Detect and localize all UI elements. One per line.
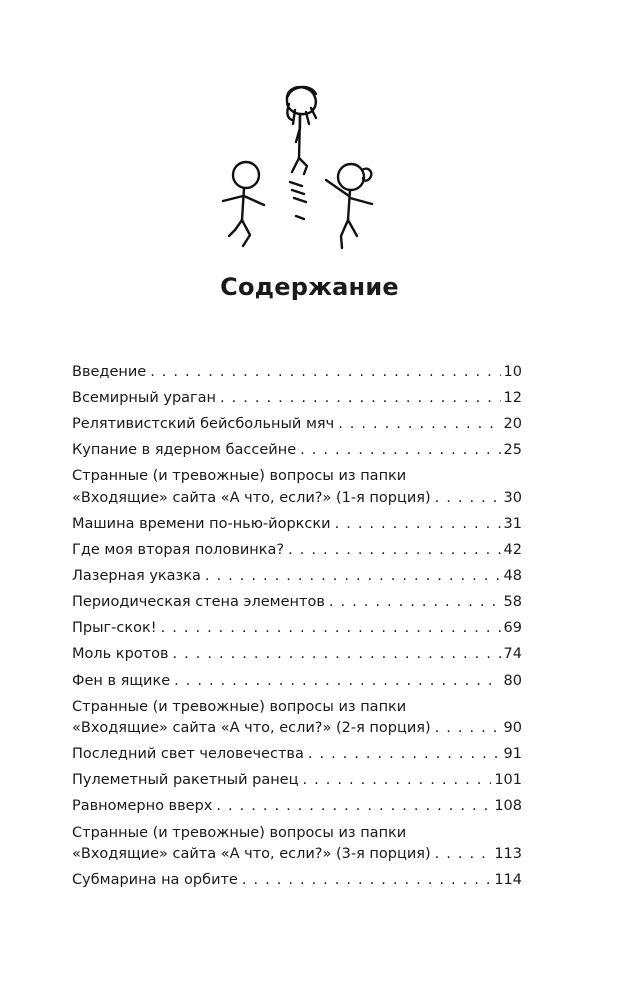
toc-entry[interactable] [72, 770, 522, 792]
toc-entry[interactable] [72, 540, 522, 562]
stick-figures-illustration [200, 80, 400, 270]
toc-title: Субмарина на орбите [72, 872, 238, 889]
toc-page-number: 20 [503, 416, 522, 433]
toc-title: Пулеметный ракетный ранец [72, 772, 299, 789]
toc-title: Лазерная указка [72, 568, 201, 585]
toc-page-number: 69 [503, 620, 522, 637]
toc-leader-dots [161, 618, 501, 640]
toc-leader-dots [300, 440, 500, 462]
toc-entry[interactable] [72, 823, 522, 866]
toc-title: Купание в ядерном бассейне [72, 442, 297, 459]
toc-leader-dots [308, 744, 501, 766]
left-stick-figure-icon [223, 162, 264, 246]
toc-entry[interactable] [72, 514, 522, 536]
toc-title: «Входящие» сайта «А что, если?» (1-я порция) [72, 489, 431, 506]
toc-title: Где моя вторая половинка? [72, 542, 285, 559]
toc-leader-dots [205, 566, 501, 588]
jumping-stick-figure-icon [287, 87, 316, 219]
toc-title-first-line: Странные (и тревожные) вопросы из папки [72, 698, 407, 715]
toc-entry[interactable] [72, 618, 522, 640]
toc-page-number: 90 [503, 720, 522, 737]
toc-entry[interactable] [72, 388, 522, 410]
toc-title: Релятивистский бейсбольный мяч [72, 416, 335, 433]
page-title: Содержание [220, 273, 399, 301]
toc-entry[interactable] [72, 466, 522, 509]
toc-entry[interactable] [72, 870, 522, 892]
toc-leader-dots [173, 644, 501, 666]
toc-page-number: 58 [503, 594, 522, 611]
toc-title: Фен в ящике [72, 672, 171, 689]
toc-page-number: 91 [503, 746, 522, 763]
toc-title: «Входящие» сайта «А что, если?» (3-я порция) [72, 846, 431, 862]
toc-leader-dots [302, 770, 491, 792]
right-stick-figure-icon [326, 164, 372, 248]
toc-page-number: 48 [503, 568, 522, 585]
toc-page-number: 30 [503, 489, 522, 506]
toc-title: Последний свет человечества [72, 746, 304, 763]
toc-page-number: 113 [494, 846, 522, 862]
toc-page-number: 80 [503, 672, 522, 689]
toc-title: Машина времени по-нью-йоркски [72, 515, 331, 532]
toc-leader-dots [338, 414, 500, 436]
toc-entry[interactable] [72, 744, 522, 766]
toc-entry[interactable] [72, 566, 522, 588]
toc-title: Прыг-скок! [72, 620, 157, 637]
toc-leader-dots [435, 488, 501, 510]
toc-entry[interactable] [72, 697, 522, 740]
toc-page-number: 108 [494, 798, 522, 815]
toc-page-number: 114 [494, 872, 522, 889]
toc-entry[interactable] [72, 592, 522, 614]
table-of-contents [72, 362, 522, 896]
toc-leader-dots [435, 718, 501, 740]
toc-title: «Входящие» сайта «А что, если?» (2-я порция) [72, 720, 431, 737]
toc-title: Всемирный ураган [72, 390, 217, 407]
toc-leader-dots [216, 796, 491, 818]
toc-title-first-line: Странные (и тревожные) вопросы из папки [72, 824, 407, 841]
toc-entry[interactable] [72, 414, 522, 436]
toc-entry[interactable] [72, 440, 522, 462]
toc-entry[interactable] [72, 362, 522, 384]
toc-entry[interactable] [72, 671, 522, 693]
toc-title: Равномерно вверх [72, 798, 213, 815]
toc-title: Моль кротов [72, 646, 169, 663]
toc-page-number: 12 [503, 390, 522, 407]
toc-leader-dots [335, 514, 501, 536]
toc-entry[interactable] [72, 796, 522, 818]
toc-leader-dots [220, 388, 501, 410]
toc-title-first-line: Странные (и тревожные) вопросы из папки [72, 468, 407, 485]
toc-title: Периодическая стена элементов [72, 594, 325, 611]
toc-leader-dots [174, 671, 500, 693]
toc-page-number: 31 [503, 515, 522, 532]
toc-leader-dots [329, 592, 501, 614]
toc-leader-dots [242, 870, 491, 892]
toc-entry[interactable] [72, 644, 522, 666]
toc-page-number: 101 [494, 772, 522, 789]
toc-leader-dots [288, 540, 500, 562]
toc-title: Введение [72, 364, 147, 380]
toc-page-number: 25 [503, 442, 522, 459]
toc-leader-dots [435, 844, 492, 866]
toc-leader-dots [150, 362, 500, 384]
toc-page-number: 10 [503, 364, 522, 380]
toc-page-number: 74 [503, 646, 522, 663]
toc-page-number: 42 [503, 542, 522, 559]
